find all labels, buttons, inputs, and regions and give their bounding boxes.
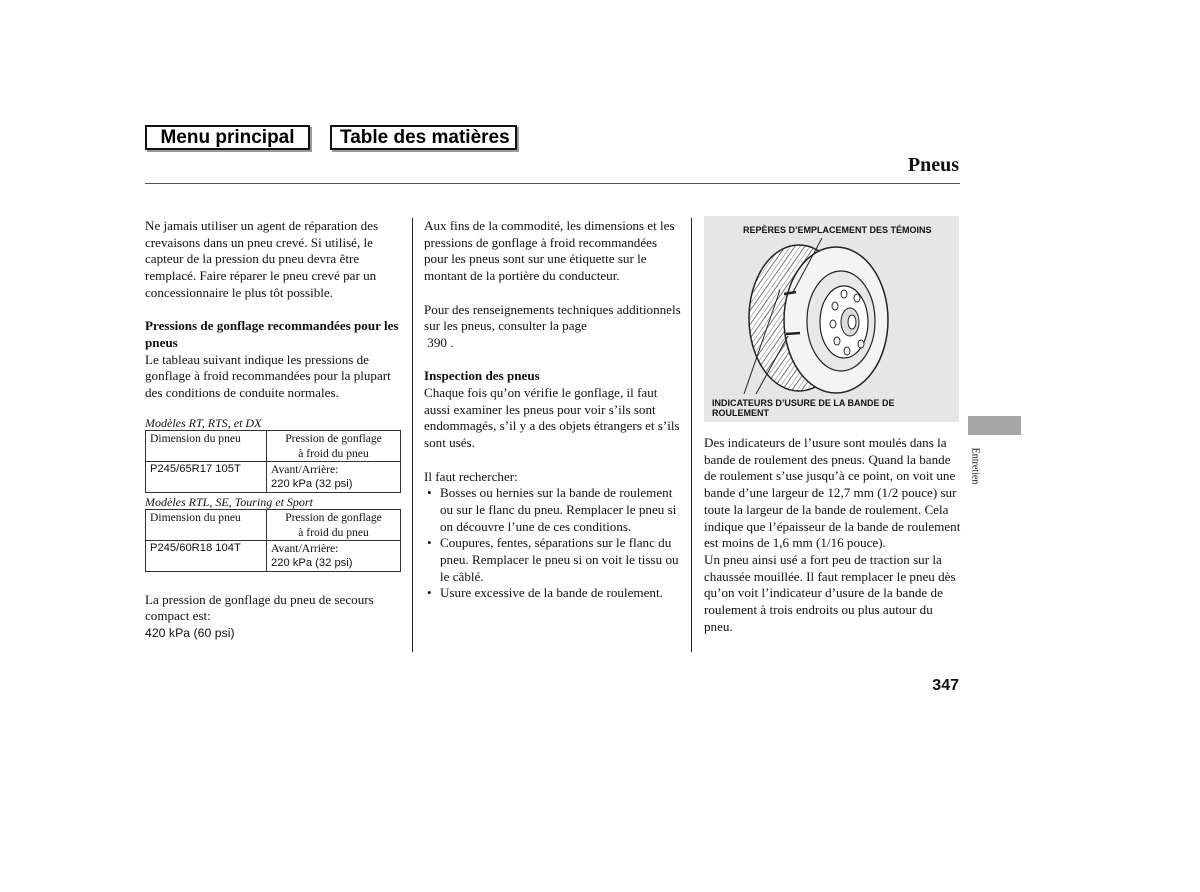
repair-warning-text: Ne jamais utiliser un agent de réparation des crevaisons dans un pneu crevé. Si utilisé, le capteur de la pression du pneu devra être remplacé. Faire réparer le pneu crevé par un concessionnaire le plus tôt possible. — [145, 218, 379, 300]
header-divider — [145, 183, 960, 184]
label-location-text: Aux fins de la commodité, les dimensions et les pressions de gonflage à froid recommandées pour les pneus sont sur une étiquette sur le montant de la portière du conducteur. — [424, 218, 675, 284]
tire-size-cell: P245/60R18 104T — [146, 540, 267, 571]
table-caption-1: Modèles RT, RTS, et DX — [145, 415, 262, 430]
column-right — [704, 435, 961, 635]
table-row — [146, 540, 401, 571]
table-header-pressure — [267, 430, 401, 461]
spare-pressure-value: 420 kPa (60 psi) — [145, 626, 235, 641]
table-header-dimension: Dimension du pneu — [146, 430, 267, 461]
page-title: Pneus — [907, 154, 959, 176]
table-caption-2: Modèles RTL, SE, Touring et Sport — [145, 494, 313, 509]
page-reference-link[interactable]: 390 — [427, 334, 447, 350]
list-item: • Coupures, fentes, séparations sur le flanc du pneu. Remplacer le pneu si on voit le tissu ou le câblé. — [424, 535, 682, 585]
tire-inspection-heading: Inspection des pneus — [424, 368, 540, 384]
pressure-cell — [267, 461, 401, 492]
table-header-row — [146, 509, 401, 540]
tire-size-cell: P245/65R17 105T — [146, 461, 267, 492]
column-divider-2 — [691, 218, 692, 652]
indicator-location-label: REPÈRES D’EMPLACEMENT DES TÉMOINS — [743, 225, 932, 235]
main-menu-button[interactable]: Menu principal — [145, 125, 310, 150]
column-middle — [424, 218, 682, 602]
pressure-cell — [267, 540, 401, 571]
pressure-table-2 — [145, 509, 401, 572]
table-header-pressure — [267, 509, 401, 540]
section-tab — [968, 416, 1021, 435]
table-header-pressure-line1: Pression de gonflage — [285, 510, 382, 524]
worn-tire-text: Un pneu ainsi usé a fort peu de traction sur la chaussée mouillée. Il faut remplacer le pneu dès qu’on voit l’indicateur d’usure de la bande de roulement à trois endroits ou plus autour du pneu. — [704, 551, 956, 634]
table-header-dimension: Dimension du pneu — [146, 509, 267, 540]
technical-info-text — [424, 302, 682, 352]
table-header-pressure-line2: à froid du pneu — [298, 525, 369, 539]
wear-indicator-text: Des indicateurs de l’usure sont moulés dans la bande de roulement des pneus. Quand la bande de roulement s’use jusqu’à ce point, on voit une bande d’une largeur de 12,7 mm (1/2 pouce) sur toute la largeur de la bande de roulement. Cela indique que l’épaisseur de la bande de roulement est moins de 1,6 mm (1/16 pouce). — [704, 435, 961, 551]
section-tab-text: Entretien — [969, 447, 981, 485]
table-header-pressure-line1: Pression de gonflage — [285, 431, 382, 445]
table-header-pressure-line2: à froid du pneu — [298, 446, 369, 460]
table-row — [146, 461, 401, 492]
wear-indicator-label: INDICATEURS D’USURE DE LA BANDE DE ROULEMENT — [712, 398, 895, 418]
column-divider-1 — [412, 218, 413, 652]
inflation-pressure-text: Le tableau suivant indique les pressions de gonflage à froid recommandées pour la plupart des conditions de conduite normales. — [145, 351, 391, 401]
column-left — [145, 218, 401, 642]
axle-position: Avant/Arrière: — [271, 462, 339, 476]
look-for-text: Il faut rechercher: — [424, 468, 518, 484]
tire-wear-illustration — [704, 216, 959, 422]
tire-inspection-text: Chaque fois qu’on vérifie le gonflage, il faut aussi examiner les pneus pour voir s’ils sont endommagés, s’il y a des objets étrangers et s’ils sont usés. — [424, 385, 680, 451]
pressure-value: 220 kPa (32 psi) — [271, 556, 353, 569]
tire-drawing — [704, 216, 959, 422]
inspection-list — [424, 485, 682, 602]
list-item: • Usure excessive de la bande de roulement. — [424, 585, 682, 602]
pressure-value: 220 kPa (32 psi) — [271, 477, 353, 490]
spare-pressure-text: La pression de gonflage du pneu de secours compact est: — [145, 591, 374, 624]
page-number: 347 — [932, 677, 959, 694]
section-tab-label — [960, 440, 990, 492]
page-reference-suffix: . — [446, 334, 454, 350]
pressure-table-1 — [145, 430, 401, 493]
table-header-row — [146, 430, 401, 461]
inflation-pressure-heading: Pressions de gonflage recommandées pour les pneus — [145, 318, 399, 350]
list-item: • Bosses ou hernies sur la bande de roulement ou sur le flanc du pneu. Remplacer le pneu si on découvre l’une de ces conditions. — [424, 485, 682, 535]
technical-info-sentence: Pour des renseignements techniques additionnels sur les pneus, consulter la page — [424, 301, 681, 334]
axle-position: Avant/Arrière: — [271, 541, 339, 555]
table-of-contents-button[interactable]: Table des matières — [330, 125, 517, 150]
